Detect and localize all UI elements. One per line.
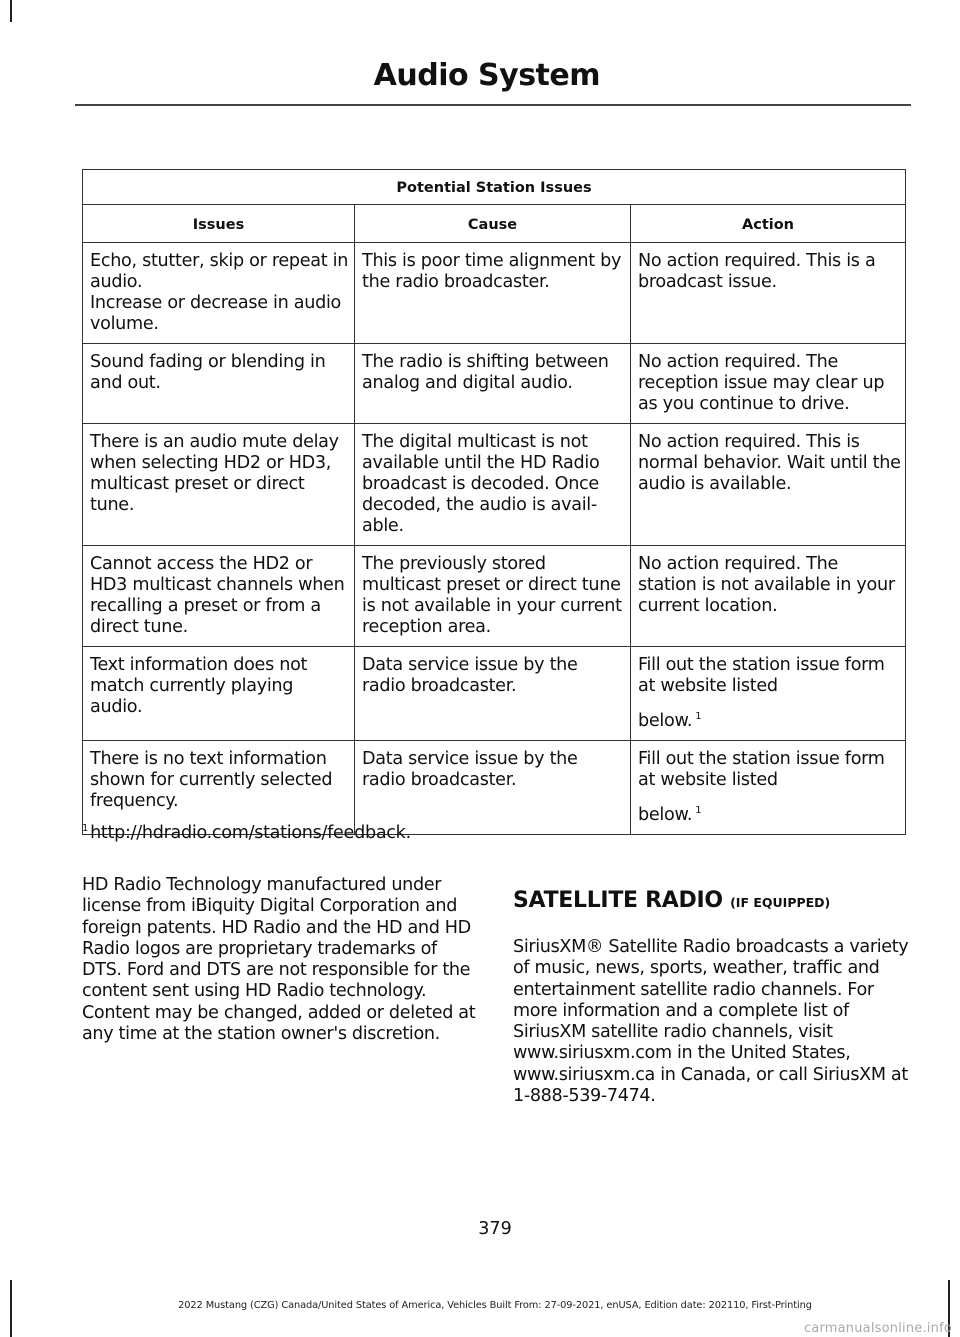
page-number: 379: [478, 1219, 512, 1239]
section-heading: [513, 888, 830, 913]
satellite-radio-paragraph: SiriusXM® Satellite Radio broadcasts a variety of music, news, sports, weather, traffic and entertainment satellite radio channels. For more information and a complete list of SiriusXM satellite radio channels, visit www.siriusxm.com in the United States, www.siriusxm.ca in Canada, or call SiriusXM at 1-888-539-7474.: [513, 937, 909, 1107]
table-row: [83, 243, 906, 344]
cause-cell: The digital multicast is not available until the HD Radio broadcast is decoded. Once decoded, the audio is avail-able.: [355, 424, 631, 546]
table-row: [83, 424, 906, 546]
issue-cell: There is an audio mute delay when selecting HD2 or HD3, multicast preset or direct tune.: [83, 424, 355, 546]
edition-footer: 2022 Mustang (CZG) Canada/United States of America, Vehicles Built From: 27-09-2021, enUSA, Edition date: 202110, First-Printing: [178, 1300, 812, 1311]
table-row: [83, 546, 906, 647]
header-divider: [75, 104, 911, 106]
page-title: Audio System: [373, 58, 600, 93]
footnote-url: http://hdradio.com/stations/feedback.: [90, 823, 411, 843]
footnote-reference: 1: [695, 711, 702, 722]
column-header-action: Action: [631, 205, 906, 243]
crop-mark-top-left: [10, 0, 12, 22]
action-cell: [631, 647, 906, 741]
action-cell: No action required. This is a broadcast issue.: [631, 243, 906, 344]
section-title: SATELLITE RADIO: [513, 888, 723, 913]
table-row: [83, 740, 906, 834]
footnote-mark: 1: [82, 823, 89, 835]
issue-cell: Text information does not match currently playing audio.: [83, 647, 355, 741]
issue-cell: Cannot access the HD2 or HD3 multicast channels when recalling a preset or from a direct tune.: [83, 546, 355, 647]
issue-cell: Sound fading or blending in and out.: [83, 344, 355, 424]
issue-cell: [83, 243, 355, 344]
issue-cell: There is no text information shown for currently selected frequency.: [83, 740, 355, 834]
station-issues-table: [82, 169, 906, 835]
table-row: [83, 647, 906, 741]
action-text-last: below.: [638, 710, 693, 731]
section-title-note: (IF EQUIPPED): [730, 895, 831, 910]
issue-text-line-2: Increase or decrease in audio volume.: [90, 293, 342, 334]
cause-cell: The radio is shifting between analog and digital audio.: [355, 344, 631, 424]
action-cell: No action required. The reception issue may clear up as you continue to drive.: [631, 344, 906, 424]
column-header-issues: Issues: [83, 205, 355, 243]
column-header-cause: Cause: [355, 205, 631, 243]
watermark-text: carmanualsonline.info: [803, 1321, 952, 1336]
footnote-reference: 1: [695, 804, 702, 816]
cause-cell: This is poor time alignment by the radio broadcaster.: [355, 243, 631, 344]
action-text: Fill out the station issue form at website listed: [638, 748, 885, 790]
table-row: [83, 344, 906, 424]
issue-text-line-1: Echo, stutter, skip or repeat in audio.: [90, 251, 349, 292]
action-cell: No action required. This is normal behavior. Wait until the audio is available.: [631, 424, 906, 546]
action-text: Fill out the station issue form at website listed: [638, 655, 885, 696]
cause-cell: The previously stored multicast preset or direct tune is not available in your current reception area.: [355, 546, 631, 647]
action-cell: [631, 740, 906, 834]
action-text-last: below.: [638, 804, 693, 825]
action-cell: No action required. The station is not available in your current location.: [631, 546, 906, 647]
cause-cell: Data service issue by the radio broadcaster.: [355, 647, 631, 741]
table-caption: Potential Station Issues: [83, 170, 906, 205]
hd-radio-paragraph: HD Radio Technology manufactured under license from iBiquity Digital Corporation and foreign patents. HD Radio and the HD and HD Radio logos are proprietary trademarks of DTS. Ford and DTS are not responsible for the content sent using HD Radio technology. Content may be changed, added or deleted at any time at the station owner's discretion.: [82, 875, 476, 1045]
cause-cell: Data service issue by the radio broadcaster.: [355, 740, 631, 834]
table-footnote: [82, 823, 411, 843]
